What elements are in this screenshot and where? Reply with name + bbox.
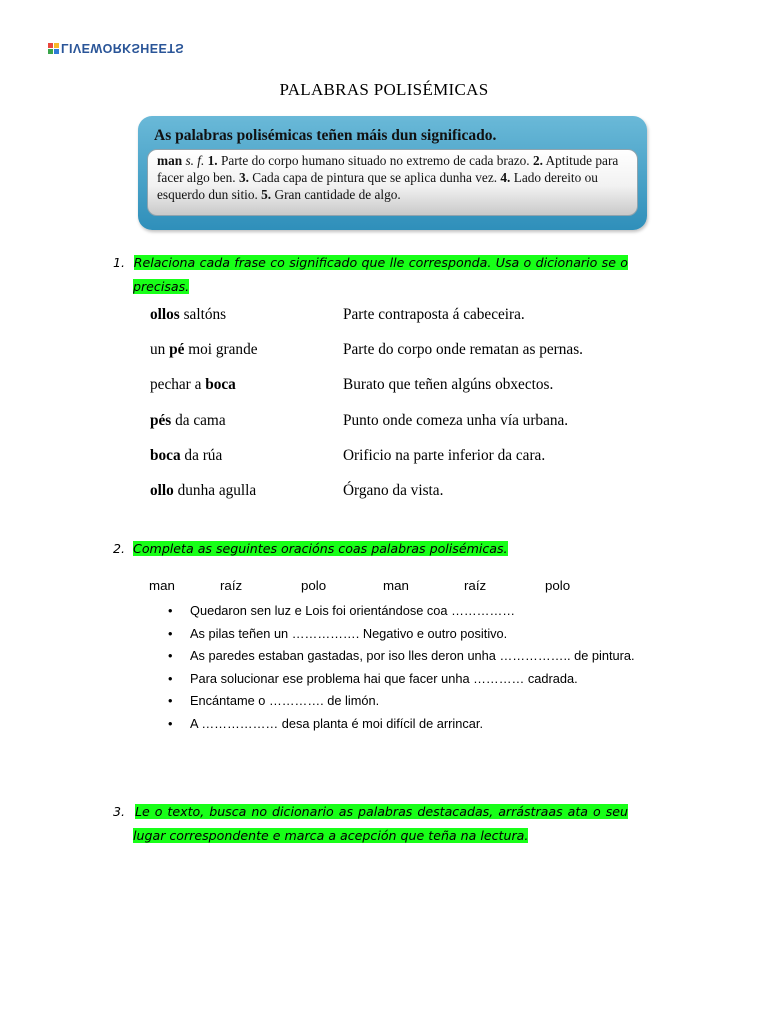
match-meaning[interactable]: Burato que teñen algúns obxectos. (343, 376, 554, 393)
match-phrase[interactable]: ollo dunha agulla (150, 482, 257, 499)
entry-word: man (157, 153, 183, 168)
logo-squares-icon (48, 43, 59, 54)
match-phrase[interactable]: ollos saltóns (150, 306, 227, 323)
word-bank-item[interactable]: polo (545, 578, 571, 593)
match-meaning[interactable]: Orificio na parte inferior da cara. (343, 447, 546, 464)
match-phrase[interactable]: pechar a boca (150, 376, 236, 393)
sentence-item[interactable]: • Quedaron sen luz e Lois foi orientándose coa …………… (168, 600, 638, 623)
sense-text: Parte do corpo humano situado no extremo de cada brazo. (220, 153, 530, 168)
exercise3-instruction (113, 800, 628, 848)
liveworksheets-logo (48, 41, 184, 55)
match-phrase[interactable]: pés da cama (150, 412, 226, 429)
match-phrase[interactable]: un pé moi grande (150, 341, 258, 358)
exercise2-instruction (113, 537, 628, 561)
dictionary-entry (147, 149, 638, 216)
page-title: PALABRAS POLISÉMICAS (279, 80, 489, 99)
logo-square (54, 49, 59, 54)
exercise2-number: 2. (113, 541, 126, 556)
sentence-item[interactable]: • A ……………… desa planta é moi difícil de arrincar. (168, 713, 638, 736)
definition-box (138, 116, 647, 230)
exercise2-text: Completa as seguintes oracións coas palabras polisémicas. (133, 541, 508, 556)
logo-square (48, 43, 53, 48)
exercise1-number: 1. (113, 255, 126, 270)
match-row (150, 447, 670, 471)
sense-text: Lado dereito ou esquerdo dun sitio. (157, 170, 598, 202)
sense-number: 3. (238, 170, 249, 185)
match-row (150, 412, 670, 436)
sentence-list (168, 600, 638, 735)
sense-text: Gran cantidade de algo. (274, 187, 401, 202)
sense-number: 4. (500, 170, 511, 185)
match-meaning[interactable]: Parte contraposta á cabeceira. (343, 306, 525, 323)
sense-number: 1. (207, 153, 218, 168)
match-meaning[interactable]: Parte do corpo onde rematan as pernas. (343, 341, 583, 358)
exercise3-text: Le o texto, busca no dicionario as palabras destacadas, arrástraas ata o seu lugar correspondente e marca a acepción que teña na lectura. (133, 804, 628, 843)
sentence-item[interactable]: • Encántame o …………. de limón. (168, 690, 638, 713)
word-bank-item[interactable]: man (149, 578, 175, 593)
sentence-item[interactable]: • Para solucionar ese problema hai que facer unha ………… cadrada. (168, 668, 638, 691)
match-meaning[interactable]: Punto onde comeza unha vía urbana. (343, 412, 569, 429)
word-bank (0, 578, 768, 596)
sense-number: 5. (261, 187, 272, 202)
sense-text: Aptitude para facer algo ben. (157, 153, 619, 185)
sentence-item[interactable]: • As paredes estaban gastadas, por iso lles deron unha …………….. de pintura. (168, 645, 638, 668)
match-phrase[interactable]: boca da rúa (150, 447, 223, 464)
word-bank-item[interactable]: man (383, 578, 409, 593)
exercise1-text: Relaciona cada frase co significado que lle corresponda. Usa o dicionario se o precisas. (133, 255, 628, 294)
match-row (150, 376, 670, 400)
match-row (150, 341, 670, 365)
exercise3-number: 3. (113, 804, 126, 819)
word-bank-item[interactable]: polo (301, 578, 327, 593)
definition-heading: As palabras polisémicas teñen máis dun significado. (154, 127, 497, 144)
entry-pos: s. f. (185, 153, 205, 168)
match-row (150, 482, 670, 506)
sense-text: Cada capa de pintura que se aplica dunha vez. (252, 170, 498, 185)
match-meaning[interactable]: Órgano da vista. (343, 482, 444, 499)
logo-text: LIVEWORKSHEETS (61, 41, 184, 55)
sense-number: 2. (532, 153, 543, 168)
word-bank-item[interactable]: raíz (220, 578, 243, 593)
word-bank-item[interactable]: raíz (464, 578, 487, 593)
logo-square (48, 49, 53, 54)
match-row (150, 306, 670, 330)
exercise1-instruction (113, 251, 628, 299)
sentence-item[interactable]: • As pilas teñen un ……………. Negativo e outro positivo. (168, 623, 638, 646)
logo-square (54, 43, 59, 48)
